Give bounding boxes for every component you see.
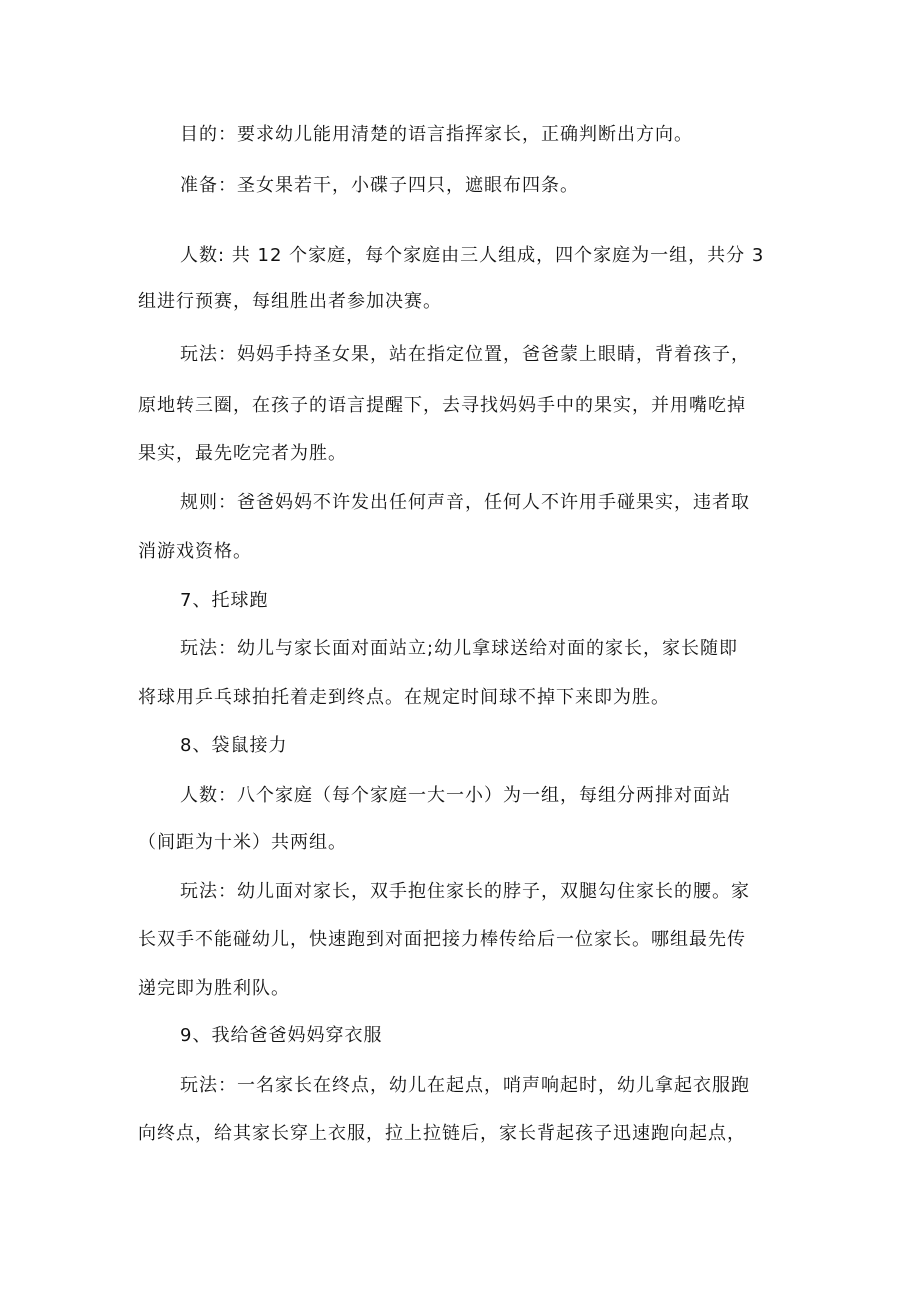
text-line-participants-cont: 组进行预赛，每组胜出者参加决赛。 xyxy=(138,291,442,312)
text-line-ball-gameplay: 玩法：幼儿与家长面对面站立;幼儿拿球送给对面的家长，家长随即 xyxy=(180,638,739,659)
text-line-rules-cont: 消游戏资格。 xyxy=(138,541,252,562)
text-line-preparation: 准备：圣女果若干，小碟子四只，遮眼布四条。 xyxy=(180,175,579,196)
section-heading-8: 8、袋鼠接力 xyxy=(180,735,288,756)
text-line-rules: 规则：爸爸妈妈不许发出任何声音，任何人不许用手碰果实，违者取 xyxy=(180,492,750,513)
text-line-kangaroo-participants: 人数：八个家庭（每个家庭一大一小）为一组，每组分两排对面站 xyxy=(180,785,731,806)
text-line-gameplay-cont-1: 原地转三圈，在孩子的语言提醒下，去寻找妈妈手中的果实，并用嘴吃掉 xyxy=(138,395,746,416)
text-line-dress-gameplay: 玩法：一名家长在终点，幼儿在起点，哨声响起时，幼儿拿起衣服跑 xyxy=(180,1075,750,1096)
text-line-gameplay: 玩法：妈妈手持圣女果，站在指定位置，爸爸蒙上眼睛，背着孩子， xyxy=(180,344,750,365)
section-heading-7: 7、托球跑 xyxy=(180,590,269,611)
text-line-dress-gameplay-cont: 向终点，给其家长穿上衣服，拉上拉链后，家长背起孩子迅速跑向起点， xyxy=(138,1123,746,1144)
text-line-ball-gameplay-cont: 将球用乒乓球拍托着走到终点。在规定时间球不掉下来即为胜。 xyxy=(138,687,670,708)
text-line-gameplay-cont-2: 果实，最先吃完者为胜。 xyxy=(138,443,347,464)
text-line-participants: 人数: 共 12 个家庭，每个家庭由三人组成，四个家庭为一组，共分 3 xyxy=(180,245,765,266)
text-line-kangaroo-participants-cont: （间距为十米）共两组。 xyxy=(138,832,347,853)
text-line-kangaroo-gameplay-cont-1: 长双手不能碰幼儿，快速跑到对面把接力棒传给后一位家长。哪组最先传 xyxy=(138,929,746,950)
text-line-purpose: 目的：要求幼儿能用清楚的语言指挥家长，正确判断出方向。 xyxy=(180,124,693,145)
section-heading-9: 9、我给爸爸妈妈穿衣服 xyxy=(180,1025,383,1046)
text-line-kangaroo-gameplay: 玩法：幼儿面对家长，双手抱住家长的脖子，双腿勾住家长的腰。家 xyxy=(180,881,750,902)
text-line-kangaroo-gameplay-cont-2: 递完即为胜利队。 xyxy=(138,978,290,999)
